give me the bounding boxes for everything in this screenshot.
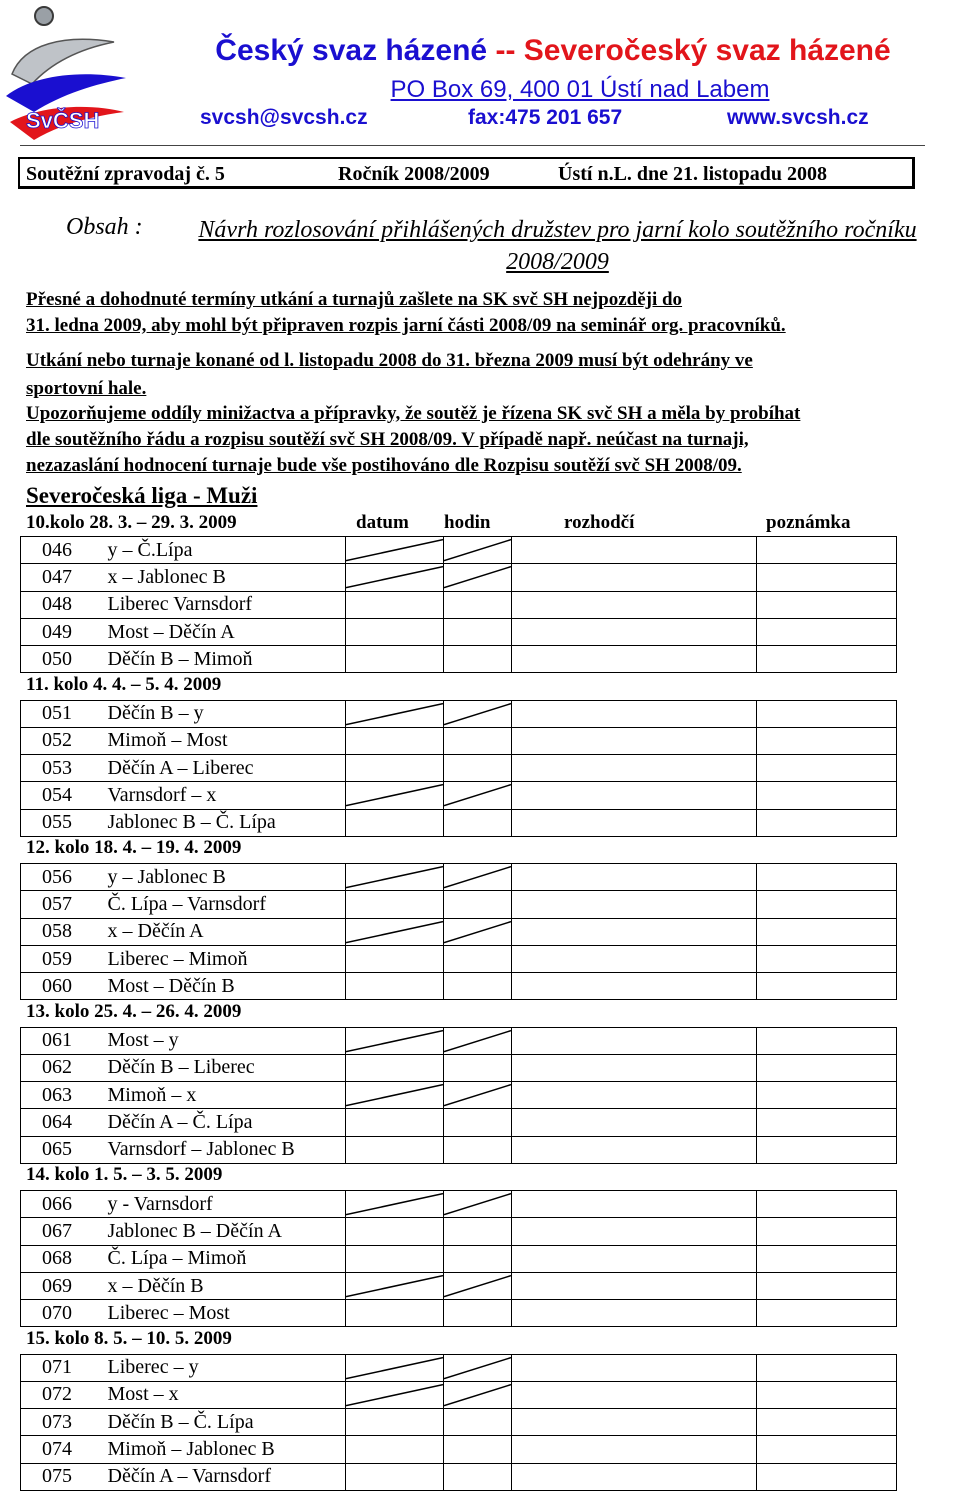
match-pairing: y - Varnsdorf bbox=[101, 1191, 346, 1218]
match-number: 061 bbox=[21, 1027, 101, 1054]
match-number: 057 bbox=[21, 891, 101, 918]
hodin-cell bbox=[444, 918, 512, 945]
poznamka-cell bbox=[757, 1409, 897, 1436]
slash-mark bbox=[444, 1191, 511, 1217]
rozhodci-cell bbox=[512, 646, 757, 673]
poznamka-cell bbox=[757, 564, 897, 591]
match-number: 067 bbox=[21, 1218, 101, 1245]
match-pairing: Most – Děčín B bbox=[101, 973, 346, 1000]
poznamka-cell bbox=[757, 945, 897, 972]
datum-cell bbox=[346, 1191, 444, 1218]
rozhodci-cell bbox=[512, 700, 757, 727]
datum-cell bbox=[346, 918, 444, 945]
hodin-cell bbox=[444, 1109, 512, 1136]
match-number: 056 bbox=[21, 864, 101, 891]
rozhodci-cell bbox=[512, 1027, 757, 1054]
rozhodci-cell bbox=[512, 591, 757, 618]
datum-cell bbox=[346, 1381, 444, 1408]
bulletin-place-date: Ústí n.L. dne 21. listopadu 2008 bbox=[558, 163, 827, 185]
slash-mark bbox=[346, 1273, 443, 1299]
datum-cell bbox=[346, 1136, 444, 1163]
slash-mark bbox=[346, 1028, 443, 1054]
table-row bbox=[21, 1381, 897, 1408]
hodin-cell bbox=[444, 782, 512, 809]
table-row bbox=[21, 918, 897, 945]
datum-cell bbox=[346, 1054, 444, 1081]
rozhodci-cell bbox=[512, 537, 757, 564]
rozhodci-cell bbox=[512, 1218, 757, 1245]
match-pairing: Mimoň – Jablonec B bbox=[101, 1436, 346, 1463]
bulletin-issue: Soutěžní zpravodaj č. 5 bbox=[26, 163, 225, 185]
match-pairing: Č. Lípa – Mimoň bbox=[101, 1245, 346, 1272]
slash-mark bbox=[444, 1028, 511, 1054]
rozhodci-cell bbox=[512, 1082, 757, 1109]
hodin-cell bbox=[444, 1436, 512, 1463]
datum-cell bbox=[346, 618, 444, 645]
rozhodci-cell bbox=[512, 809, 757, 836]
poznamka-cell bbox=[757, 1381, 897, 1408]
match-number: 052 bbox=[21, 727, 101, 754]
round-heading: 10.kolo 28. 3. – 29. 3. 2009 bbox=[26, 512, 237, 533]
slash-mark bbox=[444, 701, 511, 727]
table-row bbox=[21, 809, 897, 836]
match-number: 055 bbox=[21, 809, 101, 836]
hodin-cell bbox=[444, 1082, 512, 1109]
datum-cell bbox=[346, 564, 444, 591]
rozhodci-cell bbox=[512, 782, 757, 809]
match-number: 065 bbox=[21, 1136, 101, 1163]
datum-cell bbox=[346, 782, 444, 809]
rozhodci-cell bbox=[512, 1300, 757, 1327]
rozhodci-cell bbox=[512, 1245, 757, 1272]
match-number: 054 bbox=[21, 782, 101, 809]
table-row bbox=[21, 1354, 897, 1381]
datum-cell bbox=[346, 1463, 444, 1490]
match-pairing: x – Děčín B bbox=[101, 1272, 346, 1299]
poznamka-cell bbox=[757, 1191, 897, 1218]
note-line-7: nezazaslání hodnocení turnaje bude vše postihováno dle Rozpisu soutěží svč SH 2008/09. bbox=[26, 455, 742, 476]
slash-mark bbox=[346, 782, 443, 808]
note-line-2: 31. ledna 2009, aby mohl být připraven rozpis jarní části 2008/09 na seminář org. pracovníků. bbox=[26, 315, 786, 336]
match-number: 072 bbox=[21, 1381, 101, 1408]
match-number: 075 bbox=[21, 1463, 101, 1490]
match-pairing: Děčín A – Č. Lípa bbox=[101, 1109, 346, 1136]
round-heading: 14. kolo 1. 5. – 3. 5. 2009 bbox=[26, 1164, 223, 1185]
table-row bbox=[21, 1136, 897, 1163]
match-number: 070 bbox=[21, 1300, 101, 1327]
poznamka-cell bbox=[757, 646, 897, 673]
table-row bbox=[21, 1082, 897, 1109]
slash-mark bbox=[444, 1382, 511, 1408]
match-pairing: y – Jablonec B bbox=[101, 864, 346, 891]
table-row bbox=[21, 700, 897, 727]
datum-cell bbox=[346, 891, 444, 918]
slash-mark bbox=[346, 564, 443, 590]
hodin-cell bbox=[444, 1245, 512, 1272]
datum-cell bbox=[346, 864, 444, 891]
match-number: 064 bbox=[21, 1109, 101, 1136]
hodin-cell bbox=[444, 591, 512, 618]
column-datum: datum bbox=[356, 512, 409, 533]
poznamka-cell bbox=[757, 809, 897, 836]
column-poznamka: poznámka bbox=[766, 512, 851, 533]
header-web-link[interactable]: www.svcsh.cz bbox=[727, 106, 869, 129]
header-email-link[interactable]: svcsh@svcsh.cz bbox=[200, 106, 368, 129]
note-line-3: Utkání nebo turnaje konané od l. listopadu 2008 do 31. března 2009 musí být odehrány ve bbox=[26, 350, 753, 371]
poznamka-cell bbox=[757, 1436, 897, 1463]
slash-mark bbox=[444, 782, 511, 808]
match-pairing: x – Jablonec B bbox=[101, 564, 346, 591]
hodin-cell bbox=[444, 891, 512, 918]
hodin-cell bbox=[444, 537, 512, 564]
datum-cell bbox=[346, 1245, 444, 1272]
poznamka-cell bbox=[757, 1245, 897, 1272]
datum-cell bbox=[346, 591, 444, 618]
hodin-cell bbox=[444, 1354, 512, 1381]
match-number: 071 bbox=[21, 1354, 101, 1381]
bulletin-season: Ročník 2008/2009 bbox=[338, 163, 490, 185]
table-row bbox=[21, 1436, 897, 1463]
hodin-cell bbox=[444, 618, 512, 645]
datum-cell bbox=[346, 646, 444, 673]
datum-cell bbox=[346, 973, 444, 1000]
match-number: 051 bbox=[21, 700, 101, 727]
rozhodci-cell bbox=[512, 1381, 757, 1408]
hodin-cell bbox=[444, 945, 512, 972]
rozhodci-cell bbox=[512, 1409, 757, 1436]
hodin-cell bbox=[444, 1409, 512, 1436]
rozhodci-cell bbox=[512, 1436, 757, 1463]
table-row bbox=[21, 537, 897, 564]
hodin-cell bbox=[444, 646, 512, 673]
rozhodci-cell bbox=[512, 618, 757, 645]
header-title-czech: Český svaz házené bbox=[215, 34, 488, 67]
datum-cell bbox=[346, 809, 444, 836]
hodin-cell bbox=[444, 973, 512, 1000]
note-line-4: sportovní hale. bbox=[26, 378, 147, 399]
bulletin-box bbox=[18, 157, 915, 189]
match-number: 058 bbox=[21, 918, 101, 945]
rozhodci-cell bbox=[512, 918, 757, 945]
round-table bbox=[20, 1354, 897, 1491]
slash-mark bbox=[346, 919, 443, 945]
match-pairing: x – Děčín A bbox=[101, 918, 346, 945]
slash-mark bbox=[346, 1082, 443, 1108]
round-heading: 13. kolo 25. 4. – 26. 4. 2009 bbox=[26, 1000, 242, 1022]
column-rozhodci: rozhodčí bbox=[564, 512, 635, 533]
match-pairing: Liberec – y bbox=[101, 1354, 346, 1381]
column-hodin: hodin bbox=[444, 512, 491, 533]
datum-cell bbox=[346, 1027, 444, 1054]
league-title: Severočeská liga - Muži bbox=[26, 483, 258, 508]
table-row bbox=[21, 755, 897, 782]
table-row bbox=[21, 1218, 897, 1245]
match-pairing: Děčín B – y bbox=[101, 700, 346, 727]
header-fax: fax:475 201 657 bbox=[468, 106, 623, 129]
table-row bbox=[21, 727, 897, 754]
table-row bbox=[21, 591, 897, 618]
round-heading: 15. kolo 8. 5. – 10. 5. 2009 bbox=[26, 1327, 232, 1349]
slash-mark bbox=[444, 1273, 511, 1299]
slash-mark bbox=[444, 1355, 511, 1381]
match-number: 069 bbox=[21, 1272, 101, 1299]
rozhodci-cell bbox=[512, 1191, 757, 1218]
logo-text: SvČSH bbox=[26, 108, 100, 133]
round-table bbox=[20, 536, 897, 673]
datum-cell bbox=[346, 1409, 444, 1436]
match-pairing: Č. Lípa – Varnsdorf bbox=[101, 891, 346, 918]
datum-cell bbox=[346, 537, 444, 564]
header-address: PO Box 69, 400 01 Ústí nad Labem bbox=[390, 76, 770, 103]
slash-mark bbox=[444, 1082, 511, 1108]
slash-mark bbox=[444, 564, 511, 590]
slash-mark bbox=[346, 537, 443, 563]
hodin-cell bbox=[444, 864, 512, 891]
datum-cell bbox=[346, 945, 444, 972]
hodin-cell bbox=[444, 1027, 512, 1054]
match-pairing: Děčín B – Č. Lípa bbox=[101, 1409, 346, 1436]
hodin-cell bbox=[444, 700, 512, 727]
datum-cell bbox=[346, 1300, 444, 1327]
datum-cell bbox=[346, 1082, 444, 1109]
table-row bbox=[21, 564, 897, 591]
match-number: 073 bbox=[21, 1409, 101, 1436]
datum-cell bbox=[346, 1272, 444, 1299]
rozhodci-cell bbox=[512, 1463, 757, 1490]
rozhodci-cell bbox=[512, 755, 757, 782]
poznamka-cell bbox=[757, 591, 897, 618]
rozhodci-cell bbox=[512, 1109, 757, 1136]
table-row bbox=[21, 646, 897, 673]
match-pairing: Most – Děčín A bbox=[101, 618, 346, 645]
table-row bbox=[21, 1463, 897, 1490]
note-line-6: dle soutěžního řádu a rozpisu soutěží svč SH 2008/09. V případě např. neúčast na turnaji, bbox=[26, 429, 749, 450]
datum-cell bbox=[346, 1109, 444, 1136]
hodin-cell bbox=[444, 755, 512, 782]
rozhodci-cell bbox=[512, 973, 757, 1000]
round-heading: 11. kolo 4. 4. – 5. 4. 2009 bbox=[26, 673, 222, 695]
match-number: 048 bbox=[21, 591, 101, 618]
round-table bbox=[20, 1190, 897, 1327]
header-contacts bbox=[200, 106, 900, 136]
match-pairing: Most – x bbox=[101, 1381, 346, 1408]
hodin-cell bbox=[444, 809, 512, 836]
datum-cell bbox=[346, 1354, 444, 1381]
round-table bbox=[20, 700, 897, 837]
table-row bbox=[21, 1054, 897, 1081]
poznamka-cell bbox=[757, 1027, 897, 1054]
table-row bbox=[21, 782, 897, 809]
poznamka-cell bbox=[757, 1463, 897, 1490]
match-number: 053 bbox=[21, 755, 101, 782]
rozhodci-cell bbox=[512, 564, 757, 591]
match-number: 066 bbox=[21, 1191, 101, 1218]
datum-cell bbox=[346, 1218, 444, 1245]
match-pairing: Liberec Varnsdorf bbox=[101, 591, 346, 618]
table-row bbox=[21, 1300, 897, 1327]
datum-cell bbox=[346, 1436, 444, 1463]
table-row bbox=[21, 1409, 897, 1436]
note-line-1: Přesné a dohodnuté termíny utkání a turnajů zašlete na SK svč SH nejpozději do bbox=[26, 289, 683, 310]
match-pairing: Liberec – Mimoň bbox=[101, 945, 346, 972]
hodin-cell bbox=[444, 727, 512, 754]
rozhodci-cell bbox=[512, 1136, 757, 1163]
match-pairing: Děčín B – Liberec bbox=[101, 1054, 346, 1081]
poznamka-cell bbox=[757, 782, 897, 809]
poznamka-cell bbox=[757, 537, 897, 564]
match-number: 046 bbox=[21, 537, 101, 564]
contents-label: Obsah : bbox=[66, 214, 143, 240]
match-pairing: Most – y bbox=[101, 1027, 346, 1054]
match-pairing: y – Č.Lípa bbox=[101, 537, 346, 564]
slash-mark bbox=[346, 701, 443, 727]
table-row bbox=[21, 973, 897, 1000]
slash-mark bbox=[346, 864, 443, 890]
note-line-5: Upozorňujeme oddíly minižactva a přípravky, že soutěž je řízena SK svč SH a měla by probíhat bbox=[26, 403, 801, 424]
rozhodci-cell bbox=[512, 727, 757, 754]
match-pairing: Jablonec B – Č. Lípa bbox=[101, 809, 346, 836]
match-pairing: Děčín A – Varnsdorf bbox=[101, 1463, 346, 1490]
match-pairing: Děčín B – Mimoň bbox=[101, 646, 346, 673]
table-row bbox=[21, 945, 897, 972]
poznamka-cell bbox=[757, 1109, 897, 1136]
match-number: 062 bbox=[21, 1054, 101, 1081]
slash-mark bbox=[346, 1355, 443, 1381]
poznamka-cell bbox=[757, 727, 897, 754]
match-pairing: Mimoň – Most bbox=[101, 727, 346, 754]
hodin-cell bbox=[444, 1136, 512, 1163]
hodin-cell bbox=[444, 564, 512, 591]
table-row bbox=[21, 1191, 897, 1218]
hodin-cell bbox=[444, 1218, 512, 1245]
rozhodci-cell bbox=[512, 1354, 757, 1381]
header-title-separator: -- bbox=[487, 34, 524, 67]
match-number: 068 bbox=[21, 1245, 101, 1272]
poznamka-cell bbox=[757, 618, 897, 645]
hodin-cell bbox=[444, 1054, 512, 1081]
datum-cell bbox=[346, 755, 444, 782]
table-row bbox=[21, 618, 897, 645]
rozhodci-cell bbox=[512, 945, 757, 972]
rozhodci-cell bbox=[512, 1054, 757, 1081]
match-pairing: Jablonec B – Děčín A bbox=[101, 1218, 346, 1245]
round-table bbox=[20, 863, 897, 1000]
hodin-cell bbox=[444, 1381, 512, 1408]
poznamka-cell bbox=[757, 1218, 897, 1245]
header-title-regional: Severočeský svaz házené bbox=[523, 34, 891, 67]
poznamka-cell bbox=[757, 755, 897, 782]
match-number: 050 bbox=[21, 646, 101, 673]
table-row bbox=[21, 1272, 897, 1299]
poznamka-cell bbox=[757, 1054, 897, 1081]
round-table bbox=[20, 1027, 897, 1164]
datum-cell bbox=[346, 727, 444, 754]
slash-mark bbox=[444, 864, 511, 890]
svcsh-logo bbox=[4, 4, 128, 144]
poznamka-cell bbox=[757, 700, 897, 727]
hodin-cell bbox=[444, 1191, 512, 1218]
match-number: 074 bbox=[21, 1436, 101, 1463]
slash-mark bbox=[346, 1191, 443, 1217]
hodin-cell bbox=[444, 1272, 512, 1299]
round-heading: 12. kolo 18. 4. – 19. 4. 2009 bbox=[26, 837, 242, 858]
slash-mark bbox=[346, 1382, 443, 1408]
hodin-cell bbox=[444, 1300, 512, 1327]
match-pairing: Děčín A – Liberec bbox=[101, 755, 346, 782]
slash-mark bbox=[444, 537, 511, 563]
table-row bbox=[21, 891, 897, 918]
table-row bbox=[21, 1027, 897, 1054]
poznamka-cell bbox=[757, 1136, 897, 1163]
contents-text: Návrh rozlosování přihlášených družstev pro jarní kolo soutěžního ročníku 2008/2009 bbox=[198, 217, 917, 275]
hodin-cell bbox=[444, 1463, 512, 1490]
poznamka-cell bbox=[757, 1082, 897, 1109]
slash-mark bbox=[444, 919, 511, 945]
poznamka-cell bbox=[757, 1272, 897, 1299]
rozhodci-cell bbox=[512, 1272, 757, 1299]
match-number: 060 bbox=[21, 973, 101, 1000]
match-pairing: Liberec – Most bbox=[101, 1300, 346, 1327]
header-title bbox=[188, 34, 918, 68]
match-pairing: Varnsdorf – x bbox=[101, 782, 346, 809]
match-pairing: Varnsdorf – Jablonec B bbox=[101, 1136, 346, 1163]
match-number: 049 bbox=[21, 618, 101, 645]
table-row bbox=[21, 1109, 897, 1136]
table-row bbox=[21, 864, 897, 891]
match-number: 059 bbox=[21, 945, 101, 972]
rozhodci-cell bbox=[512, 891, 757, 918]
match-pairing: Mimoň – x bbox=[101, 1082, 346, 1109]
datum-cell bbox=[346, 700, 444, 727]
poznamka-cell bbox=[757, 918, 897, 945]
rozhodci-cell bbox=[512, 864, 757, 891]
poznamka-cell bbox=[757, 973, 897, 1000]
table-row bbox=[21, 1245, 897, 1272]
poznamka-cell bbox=[757, 891, 897, 918]
poznamka-cell bbox=[757, 864, 897, 891]
poznamka-cell bbox=[757, 1354, 897, 1381]
match-number: 063 bbox=[21, 1082, 101, 1109]
header-divider bbox=[20, 145, 925, 146]
match-number: 047 bbox=[21, 564, 101, 591]
poznamka-cell bbox=[757, 1300, 897, 1327]
